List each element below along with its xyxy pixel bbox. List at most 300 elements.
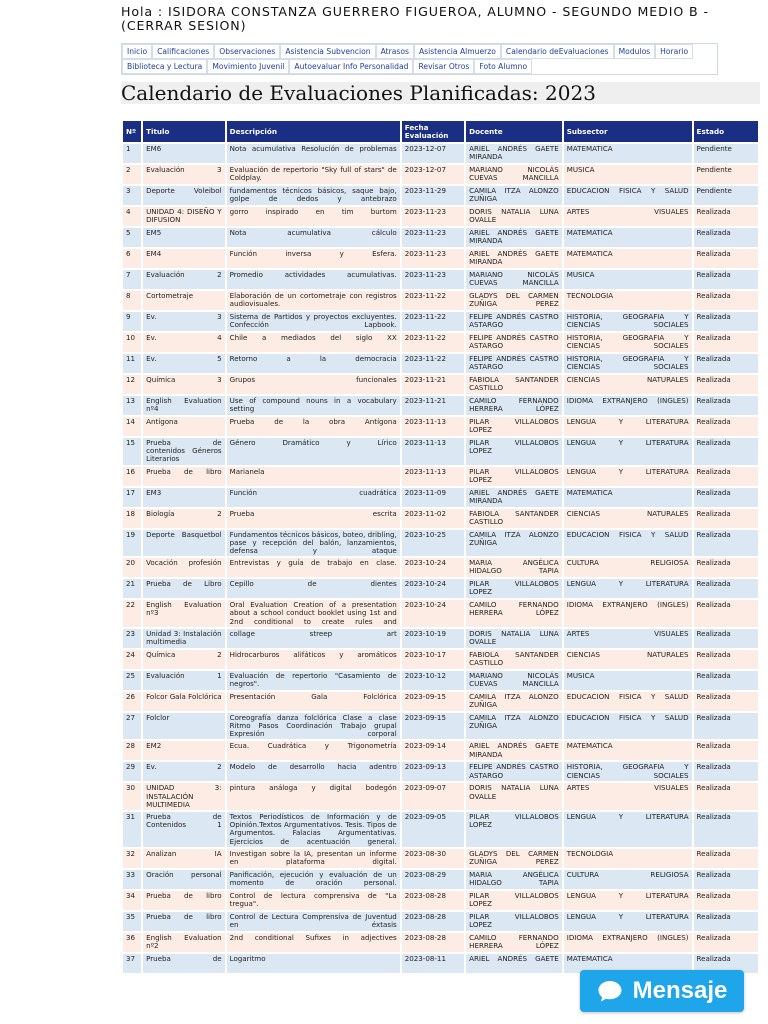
column-header[interactable]: Titulo <box>143 121 225 142</box>
description-cell: Elaboración de un cortometraje con registros audiovisuales. <box>227 291 400 310</box>
nav-link[interactable]: Calendario deEvaluaciones <box>501 44 614 59</box>
title-cell: Analizan IA <box>143 849 225 868</box>
chat-bubble-icon <box>597 979 623 1003</box>
subject-cell: TECNOLOGIA <box>564 291 692 310</box>
nav-link[interactable]: Horario <box>655 44 693 59</box>
table-row <box>123 312 758 331</box>
date-cell: 2023-09-07 <box>402 783 464 810</box>
subject-cell: CIENCIAS NATURALES <box>564 509 692 528</box>
nav-link[interactable]: Asistencia Almuerzo <box>414 44 501 59</box>
date-cell: 2023-08-28 <box>402 912 464 931</box>
table-row <box>123 144 758 163</box>
status-cell: Realizada <box>694 207 758 226</box>
status-cell: Realizada <box>694 291 758 310</box>
subject-cell: TECNOLOGIA <box>564 849 692 868</box>
title-cell: English Evaluation nº2 <box>143 933 225 952</box>
user-greeting <box>121 5 761 33</box>
date-cell: 2023-10-17 <box>402 650 464 669</box>
title-cell: Biología 2 <box>143 509 225 528</box>
teacher-cell: FABIOLA SANTANDER CASTILLO <box>466 375 562 394</box>
status-cell: Realizada <box>694 812 758 847</box>
row-number: 8 <box>123 291 141 310</box>
status-cell: Realizada <box>694 741 758 760</box>
subject-cell: EDUCACION FISICA Y SALUD <box>564 530 692 557</box>
status-cell: Realizada <box>694 270 758 289</box>
table-row <box>123 186 758 205</box>
teacher-cell: PILAR VILLALOBOS LOPEZ <box>466 891 562 910</box>
row-number: 19 <box>123 530 141 557</box>
table-row <box>123 600 758 627</box>
subject-cell: ARTES VISUALES <box>564 207 692 226</box>
table-row <box>123 207 758 226</box>
teacher-cell: ARIEL ANDRÉS GAETE MIRANDA <box>466 741 562 760</box>
title-cell: Prueba de Libro <box>143 579 225 598</box>
subject-cell: IDIOMA EXTRANJERO (INGLES) <box>564 396 692 415</box>
row-number: 21 <box>123 579 141 598</box>
message-button[interactable] <box>580 970 744 1012</box>
column-header[interactable]: Fecha Evaluación <box>402 121 464 142</box>
date-cell: 2023-09-13 <box>402 762 464 781</box>
title-cell: EM5 <box>143 228 225 247</box>
date-cell: 2023-11-02 <box>402 509 464 528</box>
description-cell: Nota acumulativa cálculo <box>227 228 400 247</box>
teacher-cell: ARIEL ANDRÉS GAETE MIRANDA <box>466 249 562 268</box>
teacher-cell: PILAR VILLALOBOS LOPEZ <box>466 438 562 465</box>
row-number: 24 <box>123 650 141 669</box>
teacher-cell: MARIA ANGÉLICA HIDALGO TAPIA <box>466 558 562 577</box>
row-number: 16 <box>123 467 141 486</box>
date-cell: 2023-11-23 <box>402 270 464 289</box>
table-row <box>123 629 758 648</box>
row-number: 13 <box>123 396 141 415</box>
description-cell: Marianela <box>227 467 400 486</box>
status-cell: Realizada <box>694 488 758 507</box>
title-cell: Ev. 3 <box>143 312 225 331</box>
subject-cell: LENGUA Y LITERATURA <box>564 891 692 910</box>
status-cell: Realizada <box>694 354 758 373</box>
status-cell: Realizada <box>694 312 758 331</box>
row-number: 37 <box>123 954 141 973</box>
teacher-cell: CAMILA ITZA ALONZO ZUÑIGA <box>466 692 562 711</box>
description-cell: collage streep art <box>227 629 400 648</box>
teacher-cell: ARIEL ANDRÉS GAETE MIRANDA <box>466 488 562 507</box>
status-cell: Realizada <box>694 396 758 415</box>
table-row <box>123 417 758 436</box>
table-row <box>123 488 758 507</box>
nav-link[interactable]: Inicio <box>122 44 152 59</box>
status-cell: Realizada <box>694 600 758 627</box>
teacher-cell: CAMILO FERNANDO HERRERA LÓPEZ <box>466 933 562 952</box>
teacher-cell: MARIANO NICOLÁS CUEVAS MANCILLA <box>466 270 562 289</box>
subject-cell: MATEMATICA <box>564 488 692 507</box>
title-cell: English Evaluation nº3 <box>143 600 225 627</box>
table-row <box>123 396 758 415</box>
description-cell: Evaluación de repertorio "Sky full of stars" de Coldplay. <box>227 165 400 184</box>
title-cell: Prueba de contenidos Géneros Literarios <box>143 438 225 465</box>
date-cell: 2023-11-21 <box>402 375 464 394</box>
row-number: 31 <box>123 812 141 847</box>
row-number: 32 <box>123 849 141 868</box>
status-cell: Realizada <box>694 912 758 931</box>
subject-cell: LENGUA Y LITERATURA <box>564 417 692 436</box>
subject-cell: IDIOMA EXTRANJERO (INGLES) <box>564 933 692 952</box>
subject-cell: MATEMATICA <box>564 741 692 760</box>
description-cell: Coreografía danza folclórica Clase a clase Ritmo Pasos Coordinación Trabajo grupal Expresión corporal <box>227 713 400 740</box>
row-number: 1 <box>123 144 141 163</box>
subject-cell: CIENCIAS NATURALES <box>564 375 692 394</box>
title-cell: Química 2 <box>143 650 225 669</box>
status-cell: Realizada <box>694 509 758 528</box>
table-row <box>123 870 758 889</box>
teacher-cell: DORIS NATALIA LUNA OVALLE <box>466 207 562 226</box>
title-cell: Vocación profesión <box>143 558 225 577</box>
teacher-cell: MARIANO NICOLÁS CUEVAS MANCILLA <box>466 671 562 690</box>
date-cell: 2023-12-07 <box>402 144 464 163</box>
row-number: 26 <box>123 692 141 711</box>
table-body <box>123 144 758 973</box>
teacher-cell: FELIPE ANDRÉS CASTRO ASTARGO <box>466 762 562 781</box>
table-row <box>123 249 758 268</box>
row-number: 18 <box>123 509 141 528</box>
description-cell: Prueba de la obra Antígona <box>227 417 400 436</box>
nav-link[interactable]: Revisar Otros <box>413 59 474 74</box>
row-number: 11 <box>123 354 141 373</box>
row-number: 30 <box>123 783 141 810</box>
date-cell: 2023-10-24 <box>402 579 464 598</box>
status-cell: Realizada <box>694 933 758 952</box>
date-cell: 2023-11-22 <box>402 354 464 373</box>
teacher-cell: PILAR VILLALOBOS LOPEZ <box>466 812 562 847</box>
subject-cell: CULTURA RELIGIOSA <box>564 558 692 577</box>
description-cell: pintura análoga y digital bodegón <box>227 783 400 810</box>
date-cell: 2023-11-21 <box>402 396 464 415</box>
title-cell: UNIDAD 4: DISEÑO Y DIFUSION <box>143 207 225 226</box>
row-number: 7 <box>123 270 141 289</box>
title-cell: Folcor Gala Folclórica <box>143 692 225 711</box>
date-cell: 2023-11-23 <box>402 207 464 226</box>
subject-cell: IDIOMA EXTRANJERO (INGLES) <box>564 600 692 627</box>
title-cell: EM4 <box>143 249 225 268</box>
status-cell: Pendiente <box>694 186 758 205</box>
description-cell: Prueba escrita <box>227 509 400 528</box>
row-number: 5 <box>123 228 141 247</box>
status-cell: Realizada <box>694 333 758 352</box>
subject-cell: HISTORIA, GEOGRAFIA Y CIENCIAS SOCIALES <box>564 312 692 331</box>
title-cell: Ev. 5 <box>143 354 225 373</box>
date-cell: 2023-08-28 <box>402 891 464 910</box>
status-cell: Realizada <box>694 713 758 740</box>
title-cell: UNIDAD 3: INSTALACIÓN MULTIMEDIA <box>143 783 225 810</box>
teacher-cell: FELIPE ANDRÉS CASTRO ASTARGO <box>466 312 562 331</box>
status-cell: Realizada <box>694 650 758 669</box>
date-cell: 2023-11-09 <box>402 488 464 507</box>
table-row <box>123 650 758 669</box>
title-cell: English Evaluation nº4 <box>143 396 225 415</box>
description-cell: Género Dramático y Lírico <box>227 438 400 465</box>
description-cell: Función cuadrática <box>227 488 400 507</box>
description-cell: Cepillo de dientes <box>227 579 400 598</box>
table-row <box>123 558 758 577</box>
table-row <box>123 291 758 310</box>
title-cell: Evaluación 3 <box>143 165 225 184</box>
table-row <box>123 812 758 847</box>
table-row <box>123 713 758 740</box>
date-cell: 2023-12-07 <box>402 165 464 184</box>
title-cell: Deporte Basquetbol <box>143 530 225 557</box>
row-number: 27 <box>123 713 141 740</box>
subject-cell: LENGUA Y LITERATURA <box>564 579 692 598</box>
status-cell: Realizada <box>694 467 758 486</box>
nav-link[interactable]: Asistencia Subvencion <box>280 44 375 59</box>
description-cell: 2nd conditional Sufixes in adjectives <box>227 933 400 952</box>
title-cell: EM6 <box>143 144 225 163</box>
row-number: 36 <box>123 933 141 952</box>
page-title: Calendario de Evaluaciones Planificadas: 2023 <box>121 82 760 104</box>
teacher-cell: ARIEL ANDRÉS GAETE MIRANDA <box>466 228 562 247</box>
row-number: 35 <box>123 912 141 931</box>
nav-link[interactable]: Biblioteca y Lectura <box>122 59 207 74</box>
status-cell: Realizada <box>694 228 758 247</box>
description-cell: Nota acumulativa Resolución de problemas <box>227 144 400 163</box>
subject-cell: EDUCACION FISICA Y SALUD <box>564 692 692 711</box>
table-row <box>123 333 758 352</box>
row-number: 34 <box>123 891 141 910</box>
subject-cell: LENGUA Y LITERATURA <box>564 438 692 465</box>
table-header-row <box>123 121 758 142</box>
description-cell: Fundamentos técnicos básicos, boteo, dribling, pase y recepción del balón, lanzamientos, defensa y ataque <box>227 530 400 557</box>
description-cell: Hidrocarburos alifáticos y aromáticos <box>227 650 400 669</box>
row-number: 17 <box>123 488 141 507</box>
subject-cell: MUSICA <box>564 270 692 289</box>
teacher-cell: PILAR VILLALOBOS LOPEZ <box>466 912 562 931</box>
title-cell: Prueba de Contenidos 1 <box>143 812 225 847</box>
status-cell: Realizada <box>694 891 758 910</box>
date-cell: 2023-10-12 <box>402 671 464 690</box>
table-row <box>123 849 758 868</box>
column-header[interactable]: Estado <box>694 121 758 142</box>
title-cell: Química 3 <box>143 375 225 394</box>
title-cell: Ev. 2 <box>143 762 225 781</box>
subject-cell: EDUCACION FISICA Y SALUD <box>564 713 692 740</box>
table-row <box>123 912 758 931</box>
description-cell: Panificación, ejecución y evaluación de un momento de oración personal. <box>227 870 400 889</box>
description-cell: Use of compound nouns in a vocabulary setting <box>227 396 400 415</box>
date-cell: 2023-11-22 <box>402 291 464 310</box>
status-cell: Realizada <box>694 579 758 598</box>
greeting-text: Hola : ISIDORA CONSTANZA GUERRERO FIGUEROA, ALUMNO - SEGUNDO MEDIO B - <box>121 4 709 19</box>
subject-cell: ARTES VISUALES <box>564 783 692 810</box>
table-row <box>123 165 758 184</box>
title-cell: Cortometraje <box>143 291 225 310</box>
row-number: 33 <box>123 870 141 889</box>
nav-link[interactable]: Atrasos <box>376 44 414 59</box>
teacher-cell: PILAR VILLALOBOS LOPEZ <box>466 579 562 598</box>
subject-cell: LENGUA Y LITERATURA <box>564 467 692 486</box>
status-cell: Realizada <box>694 375 758 394</box>
column-header[interactable]: Docente <box>466 121 562 142</box>
title-cell: Oración personal <box>143 870 225 889</box>
table-row <box>123 438 758 465</box>
description-cell: fundamentos técnicos básicos, saque bajo, golpe de dedos y antebrazo <box>227 186 400 205</box>
status-cell: Realizada <box>694 762 758 781</box>
title-cell: Antígona <box>143 417 225 436</box>
title-cell: Prueba de <box>143 954 225 973</box>
row-number: 28 <box>123 741 141 760</box>
subject-cell: MUSICA <box>564 671 692 690</box>
row-number: 14 <box>123 417 141 436</box>
title-cell: Evaluación 2 <box>143 270 225 289</box>
subject-cell: HISTORIA, GEOGRAFIA Y CIENCIAS SOCIALES <box>564 354 692 373</box>
nav-link[interactable]: Autoevaluar Info Personalidad <box>289 59 413 74</box>
teacher-cell: CAMILA ITZA ALONZO ZUÑIGA <box>466 530 562 557</box>
status-cell: Realizada <box>694 249 758 268</box>
table-row <box>123 741 758 760</box>
subject-cell: MATEMATICA <box>564 144 692 163</box>
date-cell: 2023-09-15 <box>402 713 464 740</box>
row-number: 9 <box>123 312 141 331</box>
description-cell: Control de Lectura Comprensiva de Juventud en éxtasis <box>227 912 400 931</box>
teacher-cell: FELIPE ANDRÉS CASTRO ASTARGO <box>466 354 562 373</box>
status-cell: Realizada <box>694 438 758 465</box>
status-cell: Realizada <box>694 558 758 577</box>
title-cell: EM3 <box>143 488 225 507</box>
nav-link[interactable]: Calificaciones <box>152 44 214 59</box>
date-cell: 2023-11-13 <box>402 467 464 486</box>
row-number: 4 <box>123 207 141 226</box>
title-cell: Prueba de libro <box>143 912 225 931</box>
status-cell: Realizada <box>694 692 758 711</box>
date-cell: 2023-09-05 <box>402 812 464 847</box>
teacher-cell: DORIS NATALIA LUNA OVALLE <box>466 783 562 810</box>
teacher-cell: CAMILO FERNANDO HERRERA LÓPEZ <box>466 396 562 415</box>
status-cell: Pendiente <box>694 144 758 163</box>
column-header[interactable]: Descripción <box>227 121 400 142</box>
row-number: 29 <box>123 762 141 781</box>
date-cell: 2023-11-13 <box>402 417 464 436</box>
table-row <box>123 762 758 781</box>
description-cell: Ecua. Cuadrática y Trigonometría <box>227 741 400 760</box>
table-row <box>123 692 758 711</box>
date-cell: 2023-11-22 <box>402 333 464 352</box>
date-cell: 2023-10-24 <box>402 600 464 627</box>
nav-link[interactable]: Modulos <box>614 44 656 59</box>
date-cell: 2023-09-14 <box>402 741 464 760</box>
table-row <box>123 467 758 486</box>
nav-link[interactable]: Foto Alumno <box>474 59 532 74</box>
column-header[interactable]: Nº <box>123 121 141 142</box>
teacher-cell: MARIA ANGÉLICA HIDALGO TAPIA <box>466 870 562 889</box>
status-cell: Realizada <box>694 849 758 868</box>
date-cell: 2023-10-25 <box>402 530 464 557</box>
column-header[interactable]: Subsector <box>564 121 692 142</box>
subject-cell: MATEMATICA <box>564 954 692 973</box>
teacher-cell: GLADYS DEL CARMEN ZUÑIGA PEREZ <box>466 291 562 310</box>
row-number: 22 <box>123 600 141 627</box>
row-number: 25 <box>123 671 141 690</box>
message-button-label: Mensaje <box>632 977 728 1004</box>
row-number: 3 <box>123 186 141 205</box>
row-number: 6 <box>123 249 141 268</box>
description-cell: Evaluación de repertorio "Casamiento de negros". <box>227 671 400 690</box>
status-cell: Realizada <box>694 530 758 557</box>
status-cell: Realizada <box>694 783 758 810</box>
title-cell: Deporte Voleibol <box>143 186 225 205</box>
row-number: 2 <box>123 165 141 184</box>
row-number: 20 <box>123 558 141 577</box>
description-cell: Función inversa y Esfera. <box>227 249 400 268</box>
description-cell: Control de lectura comprensiva de "La tregua". <box>227 891 400 910</box>
title-cell: Ev. 4 <box>143 333 225 352</box>
status-cell: Realizada <box>694 671 758 690</box>
status-cell: Realizada <box>694 629 758 648</box>
description-cell: Promedio actividades acumulativas. <box>227 270 400 289</box>
description-cell: Grupos funcionales <box>227 375 400 394</box>
teacher-cell: CAMILO FERNANDO HERRERA LÓPEZ <box>466 600 562 627</box>
teacher-cell: PILAR VILLALOBOS LOPEZ <box>466 467 562 486</box>
date-cell: 2023-11-29 <box>402 186 464 205</box>
row-number: 12 <box>123 375 141 394</box>
main-nav <box>121 43 718 75</box>
description-cell: Logaritmo <box>227 954 400 973</box>
teacher-cell: FELIPE ANDRÉS CASTRO ASTARGO <box>466 333 562 352</box>
title-cell: Evaluación 1 <box>143 671 225 690</box>
title-cell: EM2 <box>143 741 225 760</box>
status-cell: Realizada <box>694 870 758 889</box>
table-row <box>123 783 758 810</box>
nav-link[interactable]: Observaciones <box>214 44 280 59</box>
table-row <box>123 354 758 373</box>
description-cell: Presentación Gala Folclórica <box>227 692 400 711</box>
title-cell: Unidad 3: Instalación multimedia <box>143 629 225 648</box>
table-row <box>123 671 758 690</box>
table-row <box>123 228 758 247</box>
table-row <box>123 509 758 528</box>
date-cell: 2023-11-13 <box>402 438 464 465</box>
subject-cell: ARTES VISUALES <box>564 629 692 648</box>
row-number: 23 <box>123 629 141 648</box>
description-cell: Investigan sobre la IA, presentan un informe en plataforma digital. <box>227 849 400 868</box>
subject-cell: HISTORIA, GEOGRAFIA Y CIENCIAS SOCIALES <box>564 762 692 781</box>
date-cell: 2023-08-30 <box>402 849 464 868</box>
table-row <box>123 891 758 910</box>
description-cell: Retorno a la democracia <box>227 354 400 373</box>
teacher-cell: ARIEL ANDRÉS GAETE MIRANDA <box>466 144 562 163</box>
teacher-cell: GLADYS DEL CARMEN ZUÑIGA PEREZ <box>466 849 562 868</box>
table-row <box>123 579 758 598</box>
subject-cell: EDUCACION FISICA Y SALUD <box>564 186 692 205</box>
evaluations-table <box>121 119 760 975</box>
title-cell: Folclor <box>143 713 225 740</box>
subject-cell: CIENCIAS NATURALES <box>564 650 692 669</box>
date-cell: 2023-08-28 <box>402 933 464 952</box>
description-cell: Modelo de desarrollo hacia adentro <box>227 762 400 781</box>
subject-cell: CULTURA RELIGIOSA <box>564 870 692 889</box>
logout-link[interactable]: (CERRAR SESION) <box>121 18 247 33</box>
date-cell: 2023-11-22 <box>402 312 464 331</box>
table-row <box>123 530 758 557</box>
teacher-cell: ARIEL ANDRÉS GAETE <box>466 954 562 973</box>
status-cell: Pendiente <box>694 165 758 184</box>
row-number: 15 <box>123 438 141 465</box>
title-cell: Prueba de libro <box>143 467 225 486</box>
status-cell: Realizada <box>694 417 758 436</box>
date-cell: 2023-09-15 <box>402 692 464 711</box>
description-cell: Chile a mediados del siglo XX <box>227 333 400 352</box>
nav-link[interactable]: Movimiento Juvenil <box>207 59 289 74</box>
date-cell: 2023-10-24 <box>402 558 464 577</box>
subject-cell: LENGUA Y LITERATURA <box>564 812 692 847</box>
table-row <box>123 375 758 394</box>
